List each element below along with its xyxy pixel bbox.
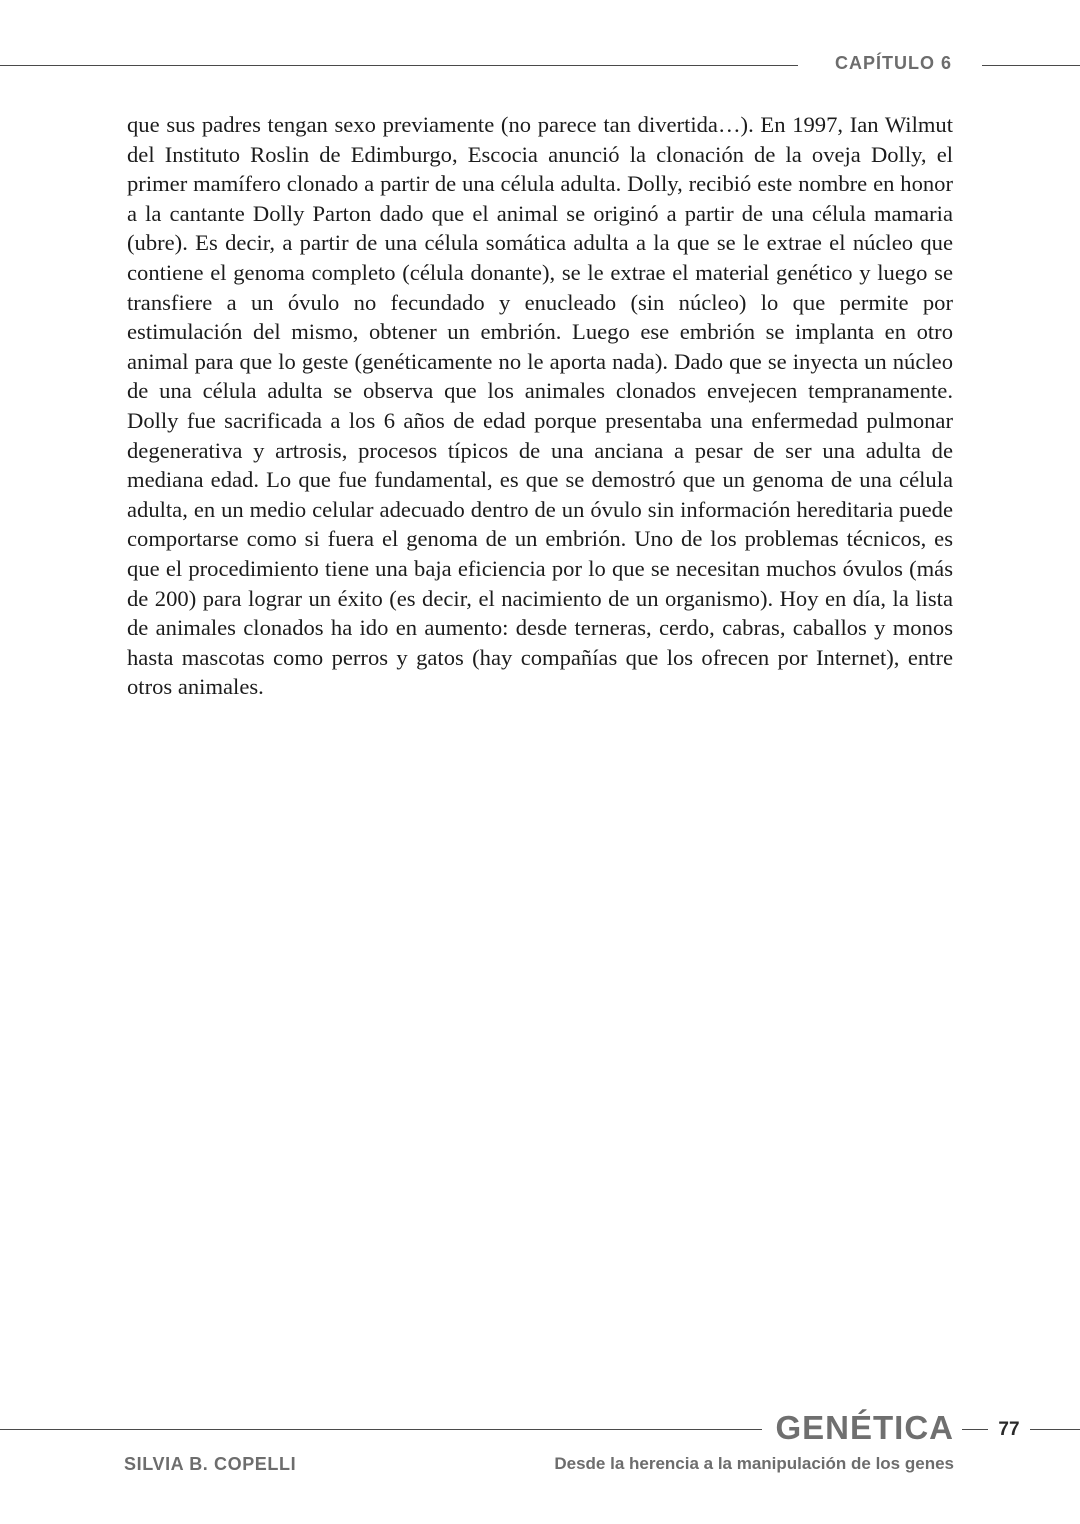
body-paragraph: que sus padres tengan sexo previamente (no parece tan divertida…). En 1997, Ian Wilmut del Instituto Roslin de Edimburgo, Escocia anunció la clonación de la oveja Dolly, el primer mamífero clonado a partir de una célula adulta. Dolly, recibió este nombre en honor a la cantante Dolly Parton dado que el animal se originó a partir de una célula mamaria (ubre). Es decir, a partir de una célula somática adulta a la que se le extrae el núcleo que contiene el genoma completo (célula donante), se le extrae el material genético y luego se transfiere a un óvulo no fecundado y enucleado (sin núcleo) lo que permite por estimulación del mismo, obtener un embrión. Luego ese embrión se implanta en otro animal para que lo geste (genéticamente no le aporta nada). Dado que se inyecta un núcleo de una célula adulta se observa que los animales clonados envejecen tempranamente. Dolly fue sacrificada a los 6 años de edad porque presentaba una enfermedad pulmonar degenerativa y artrosis, procesos típicos de una anciana a pesar de ser una adulta de mediana edad. Lo que fue fundamental, es que se demostró que un genoma de una célula adulta, en un medio celular adecuado dentro de un óvulo sin información hereditaria puede comportarse como si fuera el genoma de un embrión. Uno de los problemas técnicos, es que el procedimiento tiene una baja eficiencia por lo que se necesitan muchos óvulos (más de 200) para lograr un éxito (es decir, el nacimiento de un organismo). Hoy en día, la lista de animales clonados ha ido en aumento: desde terneras, cerdo, cabras, caballos y monos hasta mascotas como perros y gatos (hay compañías que los ofrecen por Internet), entre otros animales. — [127, 112, 953, 700]
author-name: SILVIA B. COPELLI — [124, 1454, 297, 1474]
header-rule-right — [982, 65, 1080, 66]
footer-rule-left — [0, 1429, 762, 1430]
book-title: GENÉTICA — [775, 1409, 954, 1446]
footer-rule-mid — [962, 1429, 988, 1430]
chapter-label: CAPÍTULO 6 — [834, 53, 952, 73]
footer-rule-right — [1030, 1429, 1080, 1430]
page-number: 77 — [998, 1419, 1020, 1440]
book-subtitle: Desde la herencia a la manipulación de los genes — [554, 1454, 954, 1473]
header-rule-left — [0, 65, 798, 66]
